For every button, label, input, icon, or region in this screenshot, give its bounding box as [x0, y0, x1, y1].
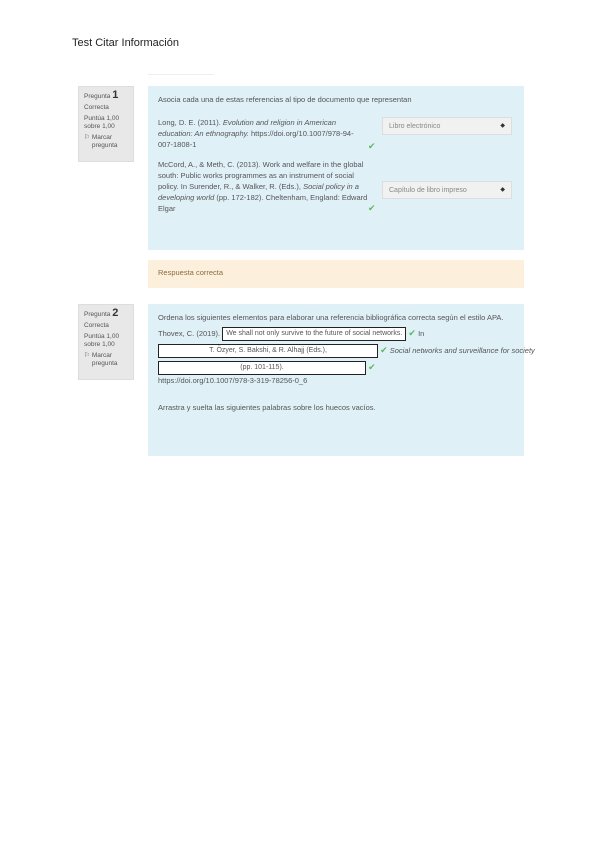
dropdown-arrow-icon: ◆	[500, 122, 505, 129]
flag-question-button[interactable]: ⚐ Marcar pregunta	[84, 134, 118, 149]
doi-text: https://doi.org/10.1007/978-3-319-78256-0_6	[158, 376, 308, 385]
question-score: Puntúa 1,00 sobre 1,00	[84, 333, 120, 348]
reference-line: Thovex, C. (2019). We shall not only survive to the future of social networks. ✔ In	[158, 327, 514, 341]
reference-text: Long, D. E. (2011). Evolution and religion in American education: An ethnography. https://doi.org/10.1007/978-94-007-1808-1	[158, 118, 354, 149]
instruction-text: Arrastra y suelta las siguientes palabras sobre los huecos vacíos.	[158, 403, 376, 412]
question-1-info	[78, 86, 134, 162]
question-number: Pregunta 2	[84, 307, 119, 319]
question-score: Puntúa 1,00 sobre 1,00	[84, 115, 120, 130]
reference-line: T. Özyer, S. Bakshi, & R. Alhajj (Eds.), ✔ Social networks and surveillance for society	[158, 344, 514, 358]
flag-icon: ⚐	[84, 134, 90, 141]
flag-icon: ⚐	[84, 352, 90, 359]
match-row	[158, 117, 514, 159]
question-1-content	[148, 86, 524, 250]
drop-zone[interactable]: (pp. 101-115).	[158, 361, 366, 375]
check-icon: ✔	[408, 327, 416, 338]
reference-text: McCord, A., & Meth, C. (2013). Work and welfare in the global south: Public works programmes as an instrument of social policy. In Surender, R., & Walker, R. (Eds.), Social policy in a developing world (pp. 172-182). Cheltenham, England: Edward Elgar	[158, 160, 368, 213]
document-type-select[interactable]: Capítulo de libro impreso ◆	[382, 181, 512, 199]
page-title: Test Citar Información	[72, 37, 179, 49]
drop-zone[interactable]: We shall not only survive to the future of social networks.	[222, 327, 406, 341]
feedback-correct: Respuesta correcta	[148, 260, 524, 288]
question-2-content	[148, 304, 535, 456]
reference-line	[158, 361, 514, 375]
dropdown-arrow-icon: ◆	[500, 186, 505, 193]
check-icon: ✔	[368, 361, 376, 372]
match-row	[158, 159, 514, 225]
question-number: Pregunta 1	[84, 89, 119, 101]
question-status: Correcta	[84, 322, 109, 329]
drop-zone[interactable]: T. Özyer, S. Bakshi, & R. Alhajj (Eds.),	[158, 344, 378, 358]
check-icon: ✔	[368, 141, 376, 151]
question-prompt: Asocia cada una de estas referencias al tipo de documento que representan	[158, 95, 412, 104]
divider	[148, 74, 214, 75]
check-icon: ✔	[368, 203, 376, 213]
document-type-select[interactable]: Libro electrónico ◆	[382, 117, 512, 135]
question-status: Correcta	[84, 104, 109, 111]
check-icon: ✔	[380, 344, 388, 355]
flag-question-button[interactable]: ⚐ Marcar pregunta	[84, 352, 118, 367]
question-prompt: Ordena los siguientes elementos para elaborar una referencia bibliográfica correcta según el estilo APA.	[158, 313, 504, 322]
question-2-info	[78, 304, 134, 380]
